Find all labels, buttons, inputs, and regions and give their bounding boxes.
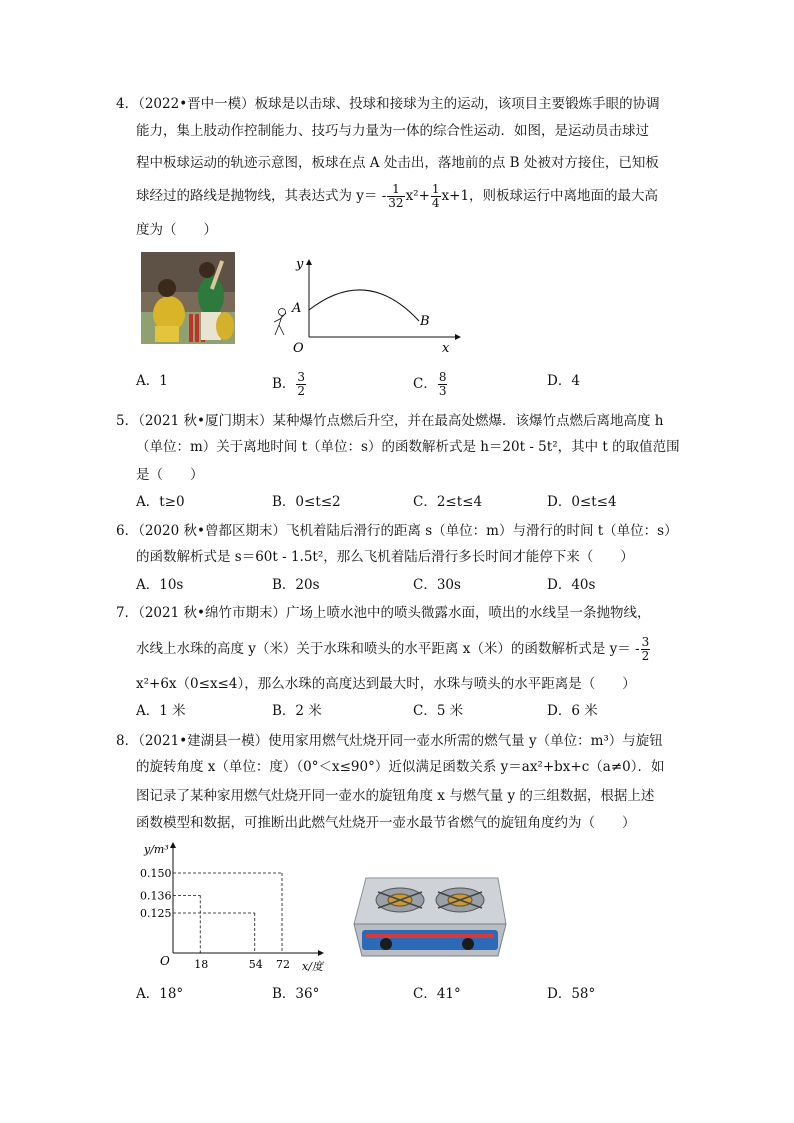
q4-expr-mid: x²+ — [405, 188, 430, 204]
x-tick-label-2: 72 — [276, 958, 290, 971]
fig-origin-label: O — [293, 341, 304, 355]
q8-option-b[interactable]: B．36° — [272, 986, 320, 1002]
q7-option-a[interactable]: A．1 米 — [136, 703, 186, 719]
q7-option-d[interactable]: D．6 米 — [547, 703, 598, 719]
q4-fraction-2: $\frac{1}{4}$ — [431, 182, 440, 210]
q6-option-b[interactable]: B．20s — [272, 577, 320, 593]
q6-option-a[interactable]: A．10s — [136, 577, 184, 593]
q8-line-1: 8．（2021•建湖县一模）使用家用燃气灶烧开同一壶水所需的燃气量 y（单位：m³）与旋钮 — [116, 733, 663, 749]
x-tick-label-1: 54 — [248, 958, 263, 971]
q6-line-2: 的函数解析式是 s＝60t - 1.5t²，那么飞机着陆后滑行多长时间才能停下来（ ） — [136, 549, 634, 565]
fig-point-a: A — [292, 301, 302, 316]
q7-line-2: 水线上水珠的高度 y（米）关于水珠和喷头的水平距离 x（米）的函数解析式是 y＝ - $\frac{3}{2}$ — [136, 635, 650, 663]
q5-line-1: 5．（2021 秋•厦门期末）某种爆竹点燃后升空，并在最高处燃爆．该爆竹点燃后离地高度 h — [116, 413, 664, 429]
x-axis-arrow — [318, 950, 324, 956]
q4-option-a[interactable]: A．1 — [136, 373, 168, 389]
q5-option-c[interactable]: C．2≤t≤4 — [413, 494, 483, 510]
q7-line-1: 7．（2021 秋•绵竹市期末）广场上喷水池中的喷头微露水面，喷出的水线呈一条抛物线， — [116, 605, 651, 621]
trajectory-figure — [262, 255, 467, 355]
q4-line-1: 4．（2022•晋中一模）板球是以击球、投球和接球为主的运动，该项目主要锻炼手眼的协调 — [116, 96, 660, 112]
q4-fraction-1: $\frac{1}{32}$ — [388, 182, 404, 210]
q4-line-5: 度为（ ） — [136, 222, 217, 238]
q5-line-2: （单位：m）关于离地时间 t（单位：s）的函数解析式是 h＝20t - 5t²，其中 t 的取值范围 — [136, 439, 680, 455]
q5-option-d[interactable]: D．0≤t≤4 — [547, 494, 617, 510]
q8-option-a[interactable]: A．18° — [136, 986, 184, 1002]
q6-line-1: 6．（2020 秋•曾都区期末）飞机着陆后滑行的距离 s（单位：m）与滑行的时间 t（单位：s） — [116, 523, 678, 539]
gas-stove-photo — [348, 868, 508, 964]
q7-option-c[interactable]: C．5 米 — [413, 703, 464, 719]
y-tick-label-0: 0.150 — [140, 867, 172, 880]
q5-line-3: 是（ ） — [136, 467, 204, 483]
fig-y-label: y — [296, 257, 304, 272]
q6-option-c[interactable]: C．30s — [413, 577, 461, 593]
q8-option-c[interactable]: C．41° — [413, 986, 461, 1002]
q8-line-4: 函数模型和数据，可推断出此燃气灶烧开一壶水最节省燃气的旋钮角度约为（ ） — [136, 815, 636, 831]
q4-line-4 — [136, 183, 658, 210]
y-tick-label-2: 0.125 — [140, 907, 172, 920]
q4-line-2: 能力，集上肢动作控制能力、技巧与力量为一体的综合性运动．如图，是运动员击球过 — [136, 123, 649, 139]
q7-fraction: $\frac{3}{2}$ — [641, 635, 650, 663]
origin-label: O — [160, 954, 170, 968]
q7-line-3: x²+6x（0≤x≤4），那么水珠的高度达到最大时，水珠与喷头的水平距离是（ ） — [136, 676, 636, 692]
q8-option-d[interactable]: D．58° — [547, 986, 596, 1002]
q5-option-a[interactable]: A．t≥0 — [136, 494, 185, 510]
q4-option-b[interactable]: B． $\frac{3}{2}$ — [272, 370, 306, 398]
q4-option-c[interactable]: C． $\frac{8}{3}$ — [413, 370, 447, 398]
gas-usage-chart — [130, 840, 340, 975]
q4-line-3: 程中板球运动的轨迹示意图，板球在点 A 处击出，落地前的点 B 处被对方接住，已知板 — [136, 155, 659, 171]
q5-option-b[interactable]: B．0≤t≤2 — [272, 494, 341, 510]
q4-option-d[interactable]: D．4 — [547, 373, 580, 389]
q4-expr-start: 球经过的路线是抛物线，其表达式为 y＝ - — [136, 188, 387, 204]
fig-point-b: B — [420, 314, 430, 329]
y-axis-label: y/m³ — [144, 843, 169, 856]
x-axis-label: x/度 — [302, 960, 323, 973]
q8-line-3: 图记录了某种家用燃气灶烧开同一壶水的旋钮角度 x 与燃气量 y 的三组数据，根据上述 — [136, 788, 655, 804]
y-axis-arrow — [170, 842, 176, 848]
fig-x-label: x — [442, 341, 450, 355]
q8-line-2: 的旋转角度 x（单位：度）（0°＜x≤90°）近似满足函数关系 y＝ax²+bx+c（a≠0）．如 — [136, 759, 665, 775]
q6-option-d[interactable]: D．40s — [547, 577, 596, 593]
q4-expr-end: x+1，则板球运行中离地面的最大高 — [441, 188, 659, 204]
x-tick-label-0: 18 — [194, 958, 209, 971]
cricket-player-photo — [141, 252, 235, 344]
q7-option-b[interactable]: B．2 米 — [272, 703, 322, 719]
y-tick-label-1: 0.136 — [140, 889, 172, 903]
